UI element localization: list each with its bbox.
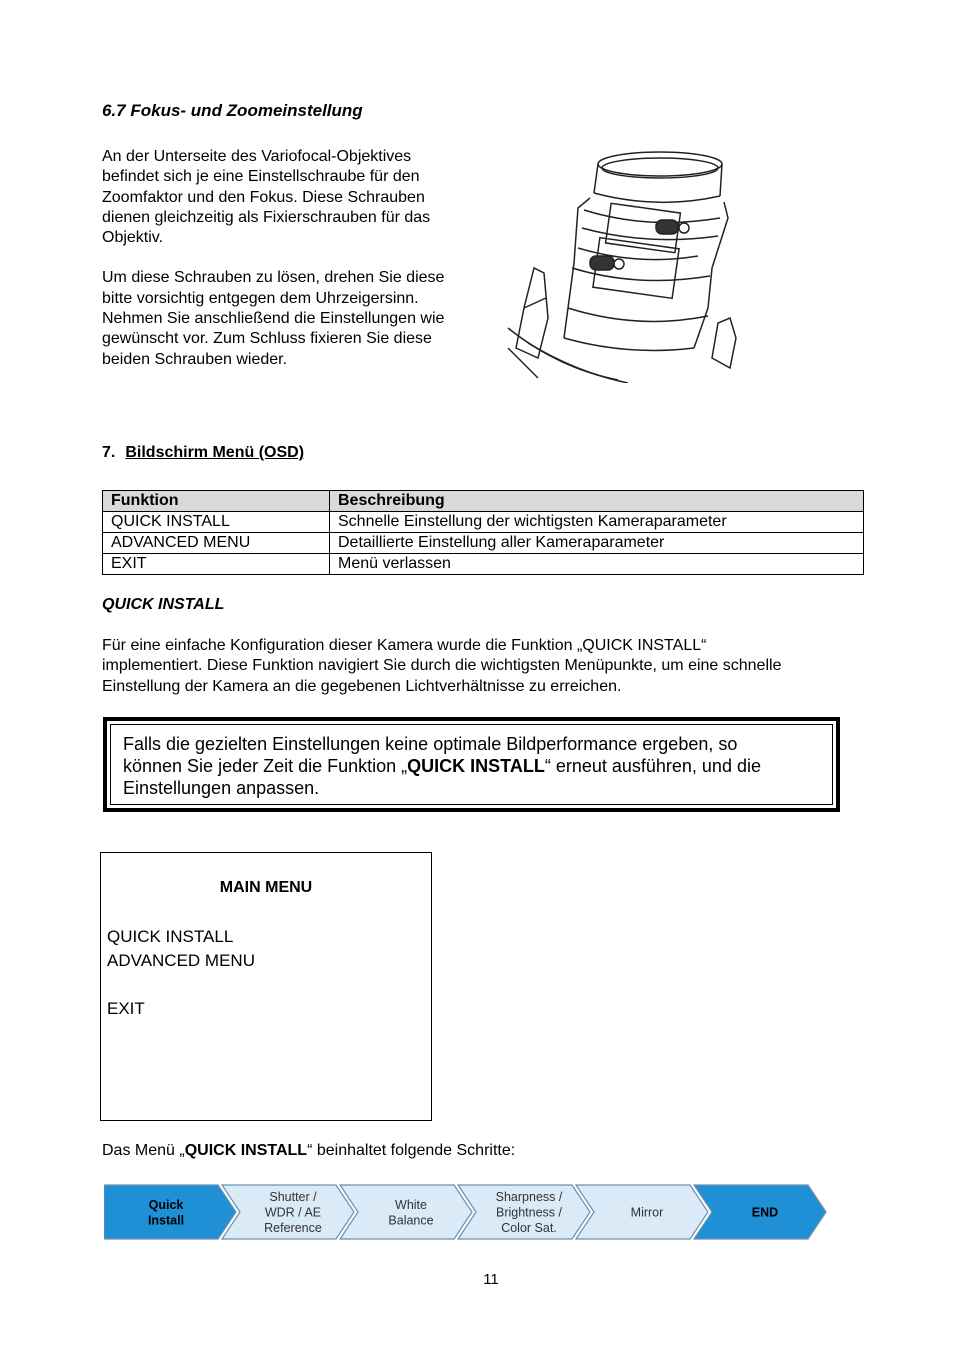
section-heading-6-7: 6.7 Fokus- und Zoomeinstellung	[102, 101, 363, 120]
text-line: Einstellungen anpassen.	[123, 778, 320, 798]
quick-install-flow	[104, 1183, 836, 1243]
flow-step-label: Reference	[264, 1221, 322, 1235]
note-text	[123, 733, 822, 799]
section-number: 7.	[102, 444, 116, 461]
flow-step-label: Brightness /	[495, 1205, 563, 1220]
text-line: implementiert. Diese Funktion navigiert Sie durch die wichtigsten Menüpunkte, um eine schnelle	[102, 657, 782, 675]
column-header: Funktion	[103, 491, 330, 512]
text-line: gewünscht vor. Zum Schluss fixieren Sie diese	[102, 330, 432, 348]
flow-step-label: Shutter /	[269, 1190, 317, 1204]
flow-chevron	[104, 1185, 236, 1239]
flow-step-label: White	[395, 1197, 427, 1212]
text-line: Falls die gezielten Einstellungen keine optimale Bildperformance ergeben, so	[123, 734, 738, 754]
table-cell: Menü verlassen	[330, 554, 864, 575]
flow-step-label: END	[751, 1205, 779, 1220]
text-line: Objektiv.	[102, 229, 164, 247]
flow-step-label: Sharpness /	[495, 1190, 563, 1204]
table-row	[103, 554, 864, 575]
section-heading-7	[102, 444, 304, 462]
text-line: dienen gleichzeitig als Fixierschrauben für das	[102, 208, 431, 226]
osd-function-table	[102, 490, 864, 575]
text-line: bitte vorsichtig entgegen dem Uhrzeigersinn.	[102, 289, 419, 307]
text-line: Zoomfaktor und den Fokus. Diese Schrauben	[102, 188, 425, 206]
flow-step	[104, 1185, 236, 1239]
steps-intro: Das Menü „QUICK INSTALL“ beinhaltet folgende Schritte:	[102, 1142, 516, 1159]
main-menu-title: MAIN MENU	[219, 879, 313, 896]
table-cell: Schnelle Einstellung der wichtigsten Kameraparameter	[330, 512, 864, 533]
table-cell: QUICK INSTALL	[103, 512, 330, 533]
text-line: Nehmen Sie anschließend die Einstellungen wie	[102, 310, 445, 328]
table-cell: EXIT	[103, 554, 330, 575]
flow-step-label: Mirror	[630, 1205, 664, 1220]
quick-install-text	[102, 636, 872, 697]
flow-step	[340, 1185, 472, 1239]
flow-step	[222, 1185, 354, 1239]
flow-step-label: Install	[147, 1213, 185, 1228]
paragraph-1	[102, 147, 492, 248]
main-menu-box	[100, 852, 432, 1121]
flow-step-label: WDR / AE	[264, 1205, 322, 1220]
focus-zoom-text	[102, 147, 492, 370]
text-line: Einstellung der Kamera an die gegebenen Lichtverhältnisse zu erreichen.	[102, 677, 622, 695]
flow-step	[694, 1185, 826, 1239]
emphasis: QUICK INSTALL	[407, 756, 545, 776]
menu-item-exit[interactable]: EXIT	[107, 999, 145, 1018]
table-cell: Detaillierte Einstellung aller Kameraparameter	[330, 533, 864, 554]
table-cell: ADVANCED MENU	[103, 533, 330, 554]
text-line: können Sie jeder Zeit die Funktion „QUICK INSTALL“ erneut ausführen, und die	[123, 756, 761, 776]
flow-step-label: Color Sat.	[501, 1221, 557, 1235]
note-box	[103, 717, 840, 812]
flow-step	[576, 1185, 708, 1239]
text-line: beiden Schrauben wieder.	[102, 350, 288, 368]
flow-step	[458, 1185, 590, 1239]
menu-item-quick-install[interactable]: QUICK INSTALL	[107, 927, 234, 946]
table-header-row	[103, 491, 864, 512]
varifocal-lens-illustration	[498, 148, 743, 383]
paragraph-2	[102, 268, 492, 369]
text-line: An der Unterseite des Variofocal-Objektives	[102, 148, 412, 165]
section-title: Bildschirm Menü (OSD)	[125, 444, 305, 461]
focus-screw	[590, 256, 624, 270]
text-line: Um diese Schrauben zu lösen, drehen Sie diese	[102, 269, 445, 287]
page-number: 11	[483, 1271, 499, 1288]
flow-step-label: Quick	[148, 1197, 184, 1212]
flow-step-label: Balance	[388, 1213, 434, 1228]
quick-install-heading: QUICK INSTALL	[102, 596, 225, 613]
emphasis: QUICK INSTALL	[184, 1142, 308, 1159]
table-row	[103, 533, 864, 554]
text-line: befindet sich je eine Einstellschraube für den	[102, 168, 420, 186]
flow-chevron	[340, 1185, 472, 1239]
text-line: Für eine einfache Konfiguration dieser Kamera wurde die Funktion „QUICK INSTALL“	[102, 637, 707, 654]
menu-item-advanced-menu[interactable]: ADVANCED MENU	[107, 951, 255, 970]
column-header: Beschreibung	[330, 491, 864, 512]
table-row	[103, 512, 864, 533]
